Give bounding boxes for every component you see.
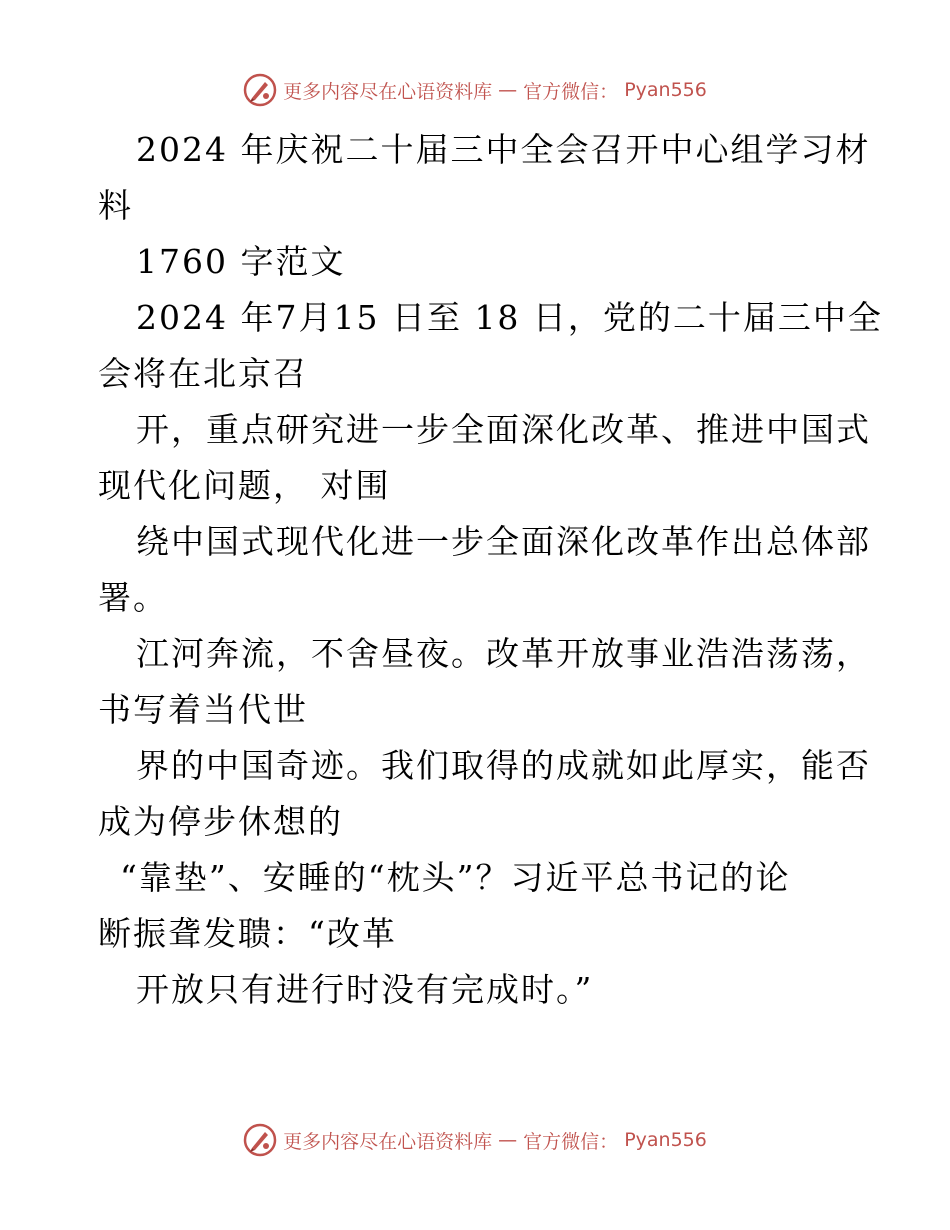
paragraph-line: 2024 年7月15 日至 18 日，党的二十届三中全 (136, 298, 883, 337)
watermark-wechat-label: 官方微信： (523, 80, 619, 103)
paragraph-line: 现代化问题， 对围 (98, 466, 391, 505)
watermark-dash: — (498, 79, 518, 101)
paragraph-line: “靠垫”、安睡的“枕头”？习近平总书记的论 (120, 858, 791, 897)
footer-watermark (0, 1120, 950, 1160)
document-body (98, 122, 883, 1018)
paragraph-line: 开放只有进行时没有完成时。” (136, 970, 594, 1009)
quill-pen-icon (243, 1123, 277, 1157)
paragraph-line: 书写着当代世 (98, 690, 308, 729)
paragraph-line: 界的中国奇迹。我们取得的成就如此厚实，能否 (136, 746, 871, 785)
paragraph-line: 成为停步休想的 (98, 802, 343, 841)
watermark-text: 更多内容尽在心语资料库 (283, 1130, 493, 1153)
paragraph-line: 开，重点研究进一步全面深化改革、推进中国式 (136, 410, 871, 449)
paragraph-line: 会将在北京召 (98, 354, 308, 393)
quill-pen-icon (243, 73, 277, 107)
subtitle-line: 1760 字范文 (136, 242, 346, 281)
title-line-2: 料 (98, 186, 133, 225)
watermark-text: 更多内容尽在心语资料库 (283, 80, 493, 103)
title-line-1: 2024 年庆祝二十届三中全会召开中心组学习材 (136, 130, 871, 169)
paragraph-line: 绕中国式现代化进一步全面深化改革作出总体部 (136, 522, 871, 561)
paragraph-line: 断振聋发聩：“改革 (98, 914, 397, 953)
paragraph-line: 江河奔流，不舍昼夜。改革开放事业浩浩荡荡， (136, 634, 871, 673)
watermark-dash: — (498, 1129, 518, 1151)
header-watermark (0, 70, 950, 110)
watermark-wechat-id: Pyan556 (624, 79, 707, 101)
paragraph-line: 署。 (98, 578, 168, 617)
watermark-wechat-label: 官方微信： (523, 1130, 619, 1153)
watermark-wechat-id: Pyan556 (624, 1129, 707, 1151)
